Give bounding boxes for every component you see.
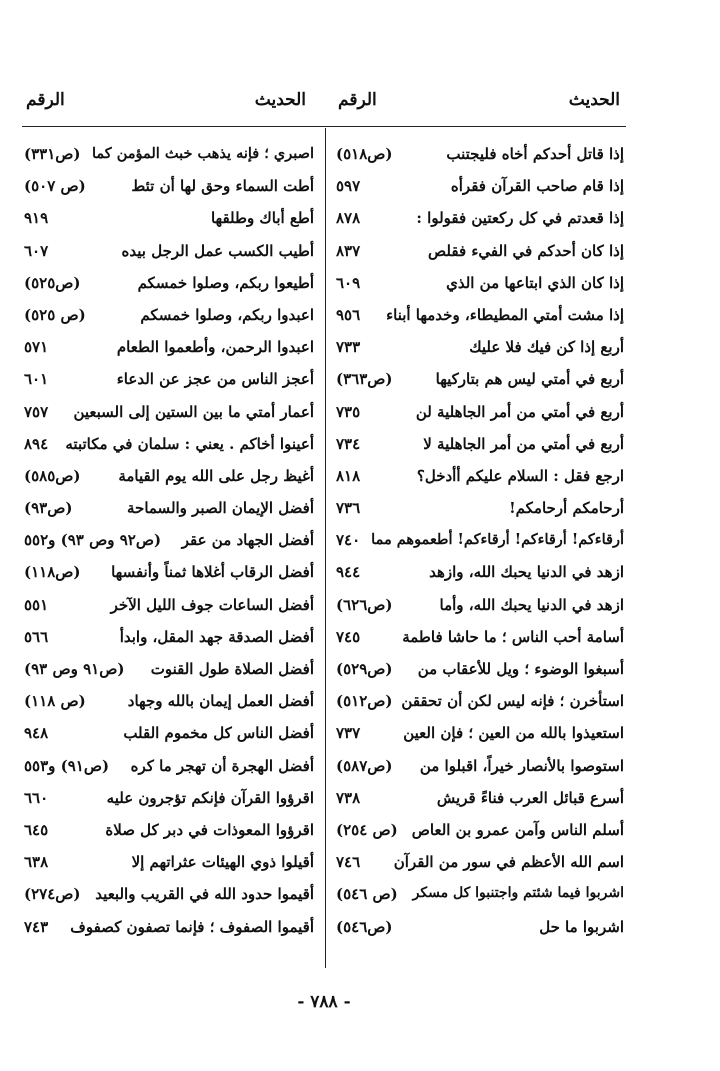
- hadith-ref: ٧٤٥: [336, 627, 361, 646]
- hadith-text: أطع أباك وطلقها: [210, 209, 314, 228]
- hadith-text: أرقاءكم! أرقاءكم! أرقاءكم! أطعموهم مما: [371, 531, 624, 549]
- hadith-ref: ٦٤٥: [24, 820, 49, 839]
- page-number: - ٧٨٨ -: [297, 992, 351, 1012]
- hadith-ref: (ص٩٢ وص ٩٣) و٥٥٢: [24, 531, 162, 550]
- hadith-text: اقرؤوا المعوذات في دبر كل صلاة: [105, 820, 314, 839]
- index-entry: [336, 204, 624, 236]
- hadith-text: أفضل الصدقة جهد المقل، وابدأ: [119, 627, 314, 646]
- index-entry: [24, 237, 314, 269]
- index-entry: [336, 752, 624, 784]
- hadith-text: ازهد في الدنيا يحبك الله، وازهد: [429, 563, 624, 582]
- index-entry: [336, 333, 624, 365]
- hadith-ref: ٥٦٦: [24, 627, 49, 646]
- hadith-ref: ٧٤٠: [336, 531, 361, 550]
- header-number-label: الرقم: [26, 90, 65, 110]
- hadith-text: إذا قام صاحب القرآن فقرأه: [450, 177, 624, 196]
- index-entry: [24, 526, 314, 558]
- column-header-right: [336, 86, 624, 122]
- hadith-text: أسرع قبائل العرب فناءً قريش: [436, 788, 624, 807]
- index-entry: [24, 623, 314, 655]
- index-entry: [336, 237, 624, 269]
- hadith-text: اشربوا فيما شئتم واجتنبوا كل مسكر: [412, 885, 624, 902]
- hadith-text: أفضل الإيمان الصبر والسماحة: [127, 499, 314, 518]
- hadith-ref: ٧٣٦: [336, 499, 361, 518]
- index-entry: [24, 558, 314, 590]
- hadith-text: اسم الله الأعظم في سور من القرآن: [393, 853, 624, 872]
- hadith-text: اعبدوا الرحمن، وأطعموا الطعام: [116, 338, 314, 357]
- index-entry: [336, 784, 624, 816]
- hadith-text: أطت السماء وحق لها أن تئط: [131, 177, 314, 196]
- index-entry: [24, 719, 314, 751]
- hadith-ref: (ص٥١٢): [336, 692, 393, 711]
- hadith-text: أفضل الناس كل مخموم القلب: [123, 724, 314, 743]
- hadith-ref: ٩٥٦: [336, 305, 361, 324]
- hadith-ref: (ص٥٢٩): [336, 660, 393, 678]
- hadith-ref: ٥٩٧: [336, 177, 361, 196]
- hadith-ref: (ص ٥٢٥): [24, 305, 86, 324]
- hadith-text: إذا قاتل أحدكم أخاه فليجتنب: [446, 145, 624, 163]
- hadith-ref: ٥٥١: [24, 595, 49, 614]
- hadith-text: أقيلوا ذوي الهيئات عثراتهم إلا: [131, 853, 314, 872]
- hadith-ref: (ص٩١) و٥٥٣: [24, 756, 110, 775]
- hadith-ref: ٦٦٠: [24, 788, 49, 807]
- hadith-text: استأخرن ؛ فإنه ليس لكن أن تحققن: [401, 692, 624, 711]
- index-entry: [336, 623, 624, 655]
- index-entry: [336, 655, 624, 687]
- hadith-text: أقيموا الصفوف ؛ فإنما تصفون كصفوف: [70, 917, 314, 936]
- index-entry: [24, 655, 314, 687]
- index-entry: [336, 526, 624, 558]
- index-entry: [336, 913, 624, 945]
- index-entry: [336, 301, 624, 333]
- hadith-ref: ٧٥٧: [24, 402, 49, 421]
- index-entry: [336, 494, 624, 526]
- hadith-ref: (ص٣٦٣): [336, 370, 393, 389]
- hadith-ref: (ص٥١٨): [336, 145, 393, 163]
- index-entry: [24, 269, 314, 301]
- index-entry: [24, 333, 314, 365]
- header-rule: [22, 126, 626, 127]
- index-entry: [336, 172, 624, 204]
- hadith-ref: (ص٥٢٥): [24, 273, 81, 292]
- hadith-text: أسامة أحب الناس ؛ ما حاشا فاطمة: [402, 627, 624, 646]
- header-hadith-label: الحديث: [568, 90, 620, 110]
- hadith-text: أقيموا حدود الله في القريب والبعيد: [95, 885, 314, 904]
- hadith-text: استعيذوا بالله من العين ؛ فإن العين: [403, 724, 624, 743]
- hadith-text: استوصوا بالأنصار خيراً، اقبلوا من: [419, 756, 624, 775]
- hadith-text: أعمار أمتي ما بين الستين إلى السبعين: [73, 402, 314, 421]
- hadith-text: أطيعوا ربكم، وصلوا خمسكم: [137, 273, 314, 292]
- index-entry: [24, 494, 314, 526]
- hadith-text: أربع في أمتي من أمر الجاهلية لا: [423, 434, 624, 453]
- index-entry: [24, 430, 314, 462]
- hadith-ref: ٥٧١: [24, 338, 49, 357]
- hadith-ref: ٦٠٧: [24, 241, 49, 260]
- hadith-text: اصبري ؛ فإنه يذهب خبث المؤمن كما: [91, 145, 314, 162]
- column-header-left: [24, 86, 314, 122]
- hadith-ref: ٧٣٤: [336, 434, 361, 453]
- index-entry: [24, 172, 314, 204]
- hadith-text: أفضل الصلاة طول القنوت: [150, 660, 314, 678]
- hadith-ref: (ص٩١ وص ٩٣): [24, 660, 125, 678]
- hadith-text: أفضل الجهاد من عقر: [181, 531, 314, 550]
- hadith-ref: ٧٣٣: [336, 338, 361, 357]
- hadith-ref: ٩١٩: [24, 209, 49, 228]
- hadith-ref: ٧٤٦: [336, 853, 361, 872]
- hadith-ref: ٩٤٤: [336, 563, 361, 582]
- index-entry: [336, 687, 624, 719]
- index-entry: [336, 140, 624, 172]
- index-entry: [24, 462, 314, 494]
- index-entry: [24, 365, 314, 397]
- hadith-ref: ٦٠١: [24, 370, 49, 389]
- hadith-ref: (ص ٥٤٦): [336, 885, 398, 904]
- hadith-ref: ٧٣٨: [336, 788, 361, 807]
- hadith-text: أطيب الكسب عمل الرجل بيده: [121, 241, 314, 260]
- index-entry: [336, 269, 624, 301]
- hadith-ref: ٨٩٤: [24, 434, 49, 453]
- hadith-text: أعجز الناس من عجز عن الدعاء: [116, 370, 314, 389]
- hadith-text: إذا كان الذي ابتاعها من الذي: [446, 273, 624, 292]
- index-entry: [336, 880, 624, 912]
- hadith-ref: (ص١١٨): [24, 563, 81, 582]
- hadith-ref: (ص٥٤٦): [336, 917, 393, 936]
- hadith-text: اعبدوا ربكم، وصلوا خمسكم: [140, 305, 314, 324]
- hadith-ref: (ص٢٧٤): [24, 885, 81, 904]
- header-hadith-label: الحديث: [254, 90, 306, 110]
- hadith-ref: ٧٣٧: [336, 724, 361, 743]
- hadith-ref: (ص٦٢٦): [336, 595, 393, 614]
- right-column: [336, 140, 624, 945]
- hadith-text: اشربوا ما حل: [539, 917, 624, 936]
- index-entry: [24, 752, 314, 784]
- hadith-text: اقرؤوا القرآن فإنكم تؤجرون عليه: [106, 788, 314, 807]
- index-entry: [24, 398, 314, 430]
- hadith-text: إذا كان أحدكم في الفيء فقلص: [428, 241, 624, 260]
- hadith-text: أعينوا أخاكم . يعني : سلمان في مكاتبته: [65, 434, 314, 453]
- index-entry: [24, 591, 314, 623]
- column-divider: [325, 128, 326, 968]
- hadith-text: أربع إذا كن فيك فلا عليك: [469, 338, 624, 357]
- hadith-ref: (ص٥٨٥): [24, 466, 81, 485]
- index-entry: [336, 365, 624, 397]
- hadith-text: ارجع فقل : السلام عليكم أأدخل؟: [416, 466, 624, 485]
- hadith-text: أربع في أمتي من أمر الجاهلية لن: [415, 402, 624, 421]
- hadith-text: إذا قعدتم في كل ركعتين فقولوا :: [416, 209, 624, 228]
- hadith-ref: ٦٣٨: [24, 853, 49, 872]
- hadith-text: أغيظ رجل على الله يوم القيامة: [118, 466, 314, 485]
- hadith-text: أرحامكم أرحامكم!: [509, 499, 624, 518]
- hadith-text: أربع في أمتي ليس هم بتاركيها: [435, 370, 624, 389]
- index-entry: [336, 398, 624, 430]
- index-entry: [336, 558, 624, 590]
- hadith-text: إذا مشت أمتي المطيطاء، وخدمها أبناء: [386, 305, 624, 324]
- hadith-ref: ٨١٨: [336, 466, 361, 485]
- hadith-text: أسلم الناس وآمن عمرو بن العاص: [411, 820, 624, 839]
- hadith-ref: (ص٥٨٧): [336, 756, 393, 775]
- hadith-text: ازهد في الدنيا يحبك الله، وأما: [439, 595, 624, 614]
- hadith-text: أفضل الرقاب أغلاها ثمناً وأنفسها: [111, 563, 314, 582]
- hadith-ref: ٨٧٨: [336, 209, 361, 228]
- hadith-ref: ٦٠٩: [336, 273, 361, 292]
- hadith-ref: (ص ٢٥٤): [336, 820, 398, 839]
- hadith-text: أفضل الهجرة أن تهجر ما كره: [130, 756, 314, 775]
- index-entry: [24, 687, 314, 719]
- index-entry: [336, 591, 624, 623]
- hadith-text: أفضل الساعات جوف الليل الآخر: [110, 595, 314, 614]
- index-entry: [24, 880, 314, 912]
- index-entry: [24, 140, 314, 172]
- index-entry: [24, 816, 314, 848]
- index-entry: [24, 204, 314, 236]
- header-number-label: الرقم: [338, 90, 377, 110]
- left-column: [24, 140, 314, 945]
- index-entry: [336, 430, 624, 462]
- hadith-ref: (ص ٥٠٧): [24, 177, 86, 196]
- hadith-ref: ٨٣٧: [336, 241, 361, 260]
- index-entry: [336, 462, 624, 494]
- index-entry: [24, 784, 314, 816]
- hadith-ref: ٧٤٣: [24, 917, 49, 936]
- index-entry: [336, 816, 624, 848]
- hadith-ref: (ص ١١٨): [24, 692, 86, 711]
- index-entry: [24, 848, 314, 880]
- index-entry: [336, 719, 624, 751]
- index-entry: [336, 848, 624, 880]
- index-entry: [24, 301, 314, 333]
- hadith-ref: ٧٣٥: [336, 402, 361, 421]
- hadith-text: أفضل العمل إيمان بالله وجهاد: [127, 692, 314, 711]
- hadith-ref: (ص٩٣): [24, 499, 73, 518]
- hadith-ref: ٩٤٨: [24, 724, 49, 743]
- index-entry: [24, 913, 314, 945]
- hadith-text: أسبغوا الوضوء ؛ ويل للأعقاب من: [417, 660, 624, 678]
- hadith-ref: (ص٣٣١): [24, 145, 81, 163]
